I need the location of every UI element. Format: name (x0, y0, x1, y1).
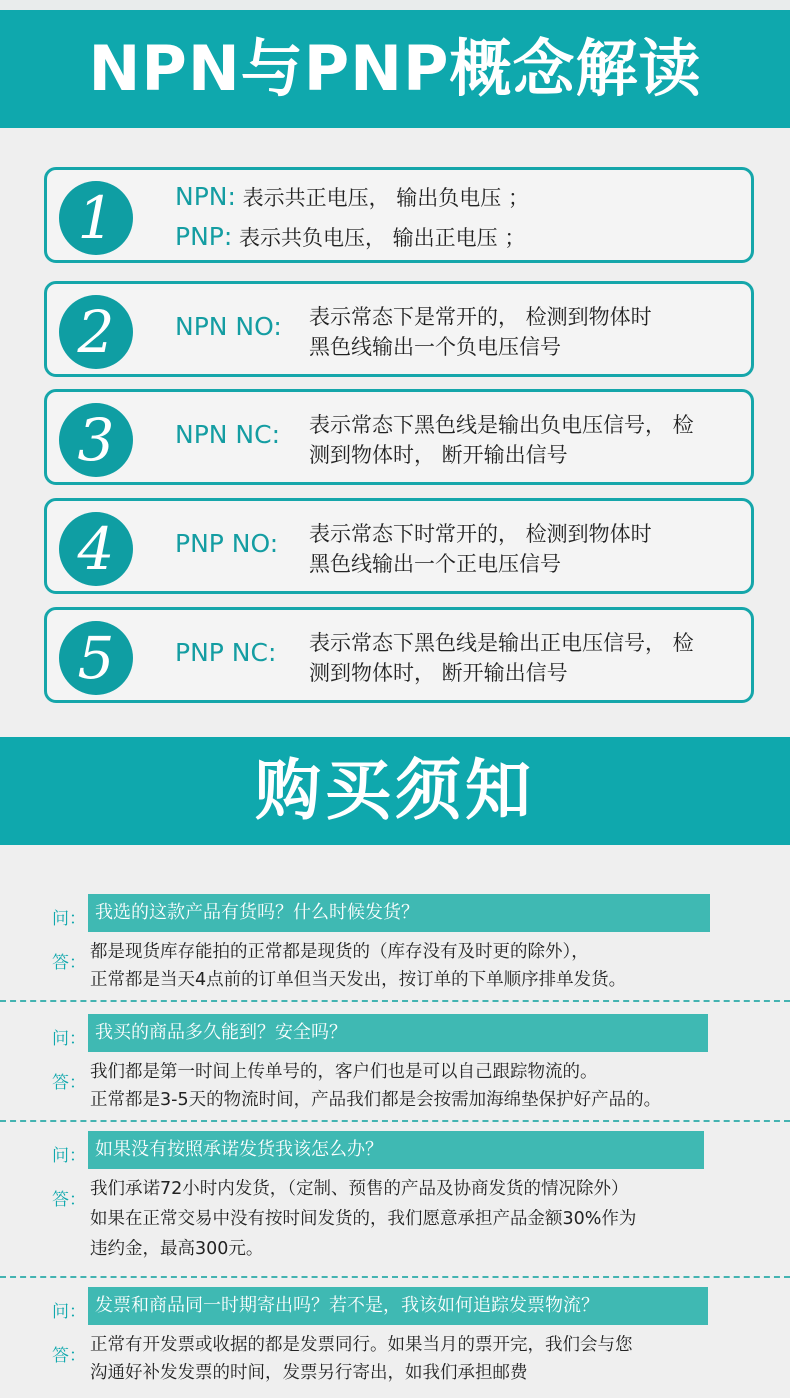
card-desc-line2: 黑色线输出一个正电压信号 (309, 552, 561, 576)
number-badge: 4 (59, 512, 133, 586)
card-label: PNP: (175, 222, 233, 251)
answer-line: 都是现货库存能拍的正常都是现货的（库存没有及时更的除外）， (90, 942, 589, 962)
card-text: 表示共负电压， 输出正电压 ； (238, 226, 526, 250)
question-bar: 我选的这款产品有货吗？什么时候发货？ (88, 894, 710, 932)
number-badge: 5 (59, 621, 133, 695)
question-bar: 发票和商品同一时期寄出吗？若不是，我该如何追踪发票物流？ (88, 1287, 708, 1325)
question-label: 问： (52, 1302, 86, 1322)
top-strip (0, 0, 790, 10)
card-desc-line1: 表示常态下黑色线是输出正电压信号， 检 (309, 631, 694, 655)
concept-card-5 (44, 607, 754, 703)
number-badge: 1 (59, 181, 133, 255)
card-desc-line2: 测到物体时， 断开输出信号 (309, 661, 568, 685)
number-badge: 3 (59, 403, 133, 477)
card-label: PNP NO: (175, 529, 279, 558)
card-desc-line2: 测到物体时， 断开输出信号 (309, 443, 568, 467)
card-label: NPN: (175, 182, 236, 211)
concept-card-2 (44, 281, 754, 377)
concept-card-3 (44, 389, 754, 485)
number-badge: 2 (59, 295, 133, 369)
dashed-divider (0, 1276, 790, 1278)
answer-label: 答： (52, 1346, 86, 1366)
question-label: 问： (52, 909, 86, 929)
card-line-npn (175, 182, 529, 212)
answer-line: 我们都是第一时间上传单号的，客户们也是可以自己跟踪物流的。 (90, 1062, 598, 1082)
concept-banner-title: NPN与PNP概念解读 (0, 10, 790, 128)
card-label: NPN NC: (175, 420, 281, 449)
card-label: PNP NC: (175, 638, 277, 667)
dashed-divider (0, 1000, 790, 1002)
card-desc-line1: 表示常态下时常开的， 检测到物体时 (309, 522, 652, 546)
card-line-pnp (175, 222, 525, 252)
question-label: 问： (52, 1029, 86, 1049)
answer-line: 正常都是当天4点前的订单但当天发出，按订单的下单顺序排单发货。 (90, 970, 627, 990)
card-label: NPN NO: (175, 312, 282, 341)
answer-line: 违约金，最高300元。 (90, 1239, 264, 1259)
answer-line: 沟通好补发发票的时间，发票另行寄出，如我们承担邮费 (90, 1363, 528, 1383)
answer-line: 正常都是3-5天的物流时间，产品我们都是会按需加海绵垫保护好产品的。 (90, 1090, 662, 1110)
answer-line: 正常有开发票或收据的都是发票同行。如果当月的票开完，我们会与您 (90, 1335, 633, 1355)
answer-label: 答： (52, 1190, 86, 1210)
concept-card-1 (44, 167, 754, 263)
question-bar: 我买的商品多久能到？安全吗？ (88, 1014, 708, 1052)
dashed-divider (0, 1120, 790, 1122)
card-desc-line2: 黑色线输出一个负电压信号 (309, 335, 561, 359)
question-bar: 如果没有按照承诺发货我该怎么办？ (88, 1131, 704, 1169)
answer-label: 答： (52, 953, 86, 973)
concept-card-4 (44, 498, 754, 594)
answer-label: 答： (52, 1073, 86, 1093)
card-desc-line1: 表示常态下黑色线是输出负电压信号， 检 (309, 413, 694, 437)
card-desc-line1: 表示常态下是常开的， 检测到物体时 (309, 305, 652, 329)
card-text: 表示共正电压， 输出负电压 ； (242, 186, 529, 210)
question-label: 问： (52, 1146, 86, 1166)
answer-line: 我们承诺72小时内发货，（定制、预售的产品及协商发货的情况除外） (90, 1179, 629, 1199)
answer-line: 如果在正常交易中没有按时间发货的，我们愿意承担产品金额30%作为 (90, 1209, 637, 1229)
purchase-notes-banner-title: 购买须知 (0, 737, 790, 845)
